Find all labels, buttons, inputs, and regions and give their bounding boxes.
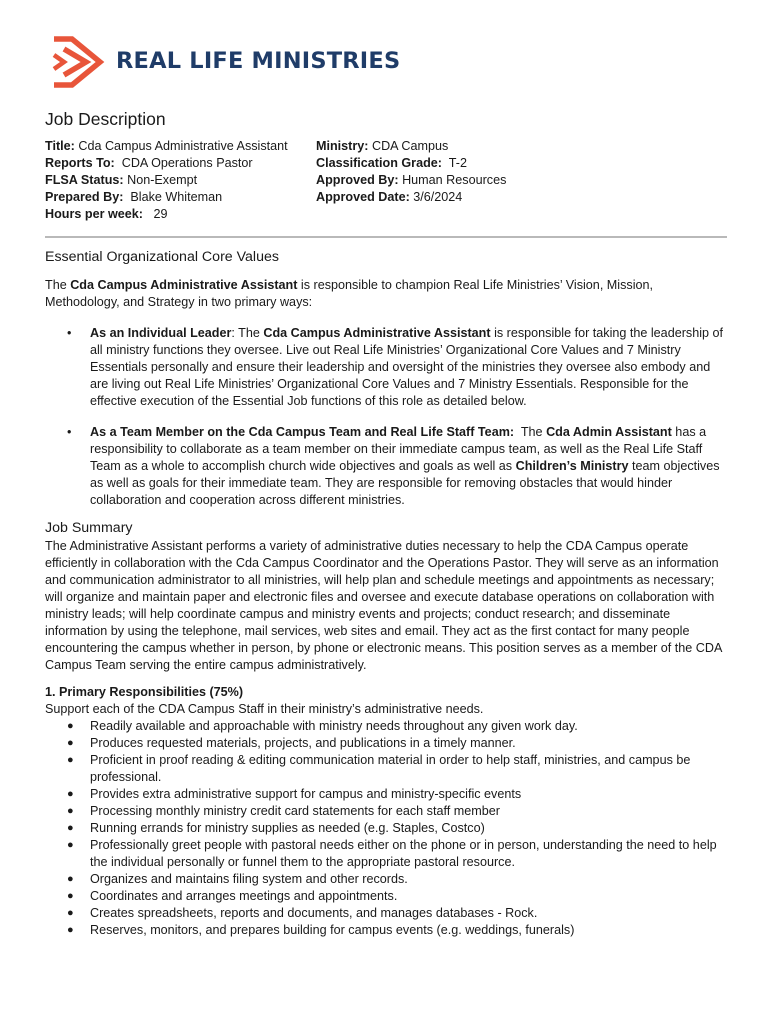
bullet-icon: ● — [67, 805, 74, 817]
meta-flsa-status: FLSA Status: Non-Exempt — [45, 173, 198, 187]
bullet-icon: ● — [67, 788, 74, 800]
responsibilities-list — [45, 718, 727, 939]
responsibility-item: ● Proficient in proof reading & editing communication material in order to help staff, ministries, and campus be professional. — [67, 753, 691, 784]
bullet-icon: • — [67, 425, 72, 439]
document-title: Job Description — [45, 109, 166, 129]
meta-reports-to: Reports To: CDA Operations Pastor — [45, 156, 253, 170]
meta-classification-grade: Classification Grade: T-2 — [316, 156, 467, 170]
bullet-icon: ● — [67, 873, 74, 885]
responsibility-item: ● Professionally greet people with pastoral needs either on the phone or in person, understanding the need to help the individual personally or funnel them to the appropriate pastoral resource. — [67, 838, 717, 869]
bullet-icon: ● — [67, 924, 74, 936]
document-body — [45, 108, 727, 939]
logo-mark-icon — [50, 33, 106, 91]
bullet-icon: ● — [67, 720, 74, 732]
core-values-intro: The Cda Campus Administrative Assistant is responsible to champion Real Life Ministries’ Vision, Mission, Methodology, and Strategy in two primary ways: — [45, 278, 653, 309]
bullet-icon: ● — [67, 737, 74, 749]
bullet-icon: ● — [67, 822, 74, 834]
responsibility-item: ● Coordinates and arranges meetings and appointments. — [67, 889, 398, 903]
section-divider — [45, 236, 727, 238]
meta-left-column — [45, 138, 316, 223]
bullet-icon: ● — [67, 890, 74, 902]
meta-right-column — [316, 138, 727, 223]
responsibilities-intro: Support each of the CDA Campus Staff in their ministry’s administrative needs. — [45, 702, 484, 716]
bullet-icon: ● — [67, 754, 74, 766]
responsibility-item: ● Processing monthly ministry credit card statements for each staff member — [67, 804, 500, 818]
meta-prepared-by: Prepared By: Blake Whiteman — [45, 190, 223, 204]
responsibility-item: ● Readily available and approachable with ministry needs throughout any given work day. — [67, 719, 578, 733]
brand-logo — [50, 33, 106, 91]
responsibility-item: ● Running errands for ministry supplies as needed (e.g. Staples, Costco) — [67, 821, 485, 835]
responsibility-item: ● Organizes and maintains filing system and other records. — [67, 872, 408, 886]
brand-name: REAL LIFE MINISTRIES — [116, 48, 401, 74]
bullet-icon: • — [67, 326, 72, 340]
core-values-bullet-leader: • As an Individual Leader: The Cda Campus Administrative Assistant is responsible for taking the leadership of all ministry functions they oversee. Live out Real Life Ministries’ Organizational Core Values and 7 Ministry Essentials personally and ensure their leadership and oversight of the ministries they oversee also embody and are living out Real Life Ministries’ Organizational Core Values and 7 Ministry Essentials. Responsible for the effective execution of the Essential Job functions of this role as detailed below. — [67, 326, 723, 408]
job-summary-text: The Administrative Assistant performs a variety of administrative duties necessary to help the CDA Campus operate efficiently in collaboration with the Cda Campus Coordinator and the Operations Pastor. They will serve as an information and communication administrator to all ministries, will help plan and schedule meetings and appointments as necessary; will organize and maintain paper and electronic files and oversee and execute database operations on collaboration with ministry leads; will help coordinate campus and ministry events and projects; conduct research; and disseminate information by using the telephone, mail services, web sites and email. They act as the first contact for many people encountering the campus whether in person, by phone or electronic means. This position serves as a member of the CDA Campus Team serving the entire campus administratively. — [45, 539, 722, 672]
job-meta — [45, 138, 727, 223]
core-values-bullet-team-member: • As a Team Member on the Cda Campus Team and Real Life Staff Team: The Cda Admin Assistant has a responsibility to collaborate as a team member on their immediate campus team, as well as the Real Life Staff Team as a whole to accomplish church wide objectives and goals as well as Children’s Ministry team objectives as well as goals for their immediate team. They are responsible for removing obstacles that would hinder collaboration and cooperation across different ministries. — [67, 425, 720, 507]
meta-approved-date: Approved Date: 3/6/2024 — [316, 190, 463, 204]
job-summary-heading: Job Summary — [45, 520, 133, 536]
meta-title: Title: Cda Campus Administrative Assistant — [45, 139, 288, 153]
bullet-icon: ● — [67, 839, 74, 851]
responsibility-item: ● Provides extra administrative support for campus and ministry-specific events — [67, 787, 522, 801]
meta-hours-per-week: Hours per week: 29 — [45, 207, 168, 221]
responsibility-item: ● Creates spreadsheets, reports and documents, and manages databases - Rock. — [67, 906, 538, 920]
responsibility-item: ● Reserves, monitors, and prepares building for campus events (e.g. weddings, funerals) — [67, 923, 575, 937]
meta-approved-by: Approved By: Human Resources — [316, 173, 507, 187]
bullet-icon: ● — [67, 907, 74, 919]
responsibilities-heading: 1. Primary Responsibilities (75%) — [45, 685, 244, 699]
core-values-heading: Essential Organizational Core Values — [45, 249, 279, 265]
responsibility-item: ● Produces requested materials, projects, and publications in a timely manner. — [67, 736, 516, 750]
meta-ministry: Ministry: CDA Campus — [316, 139, 449, 153]
